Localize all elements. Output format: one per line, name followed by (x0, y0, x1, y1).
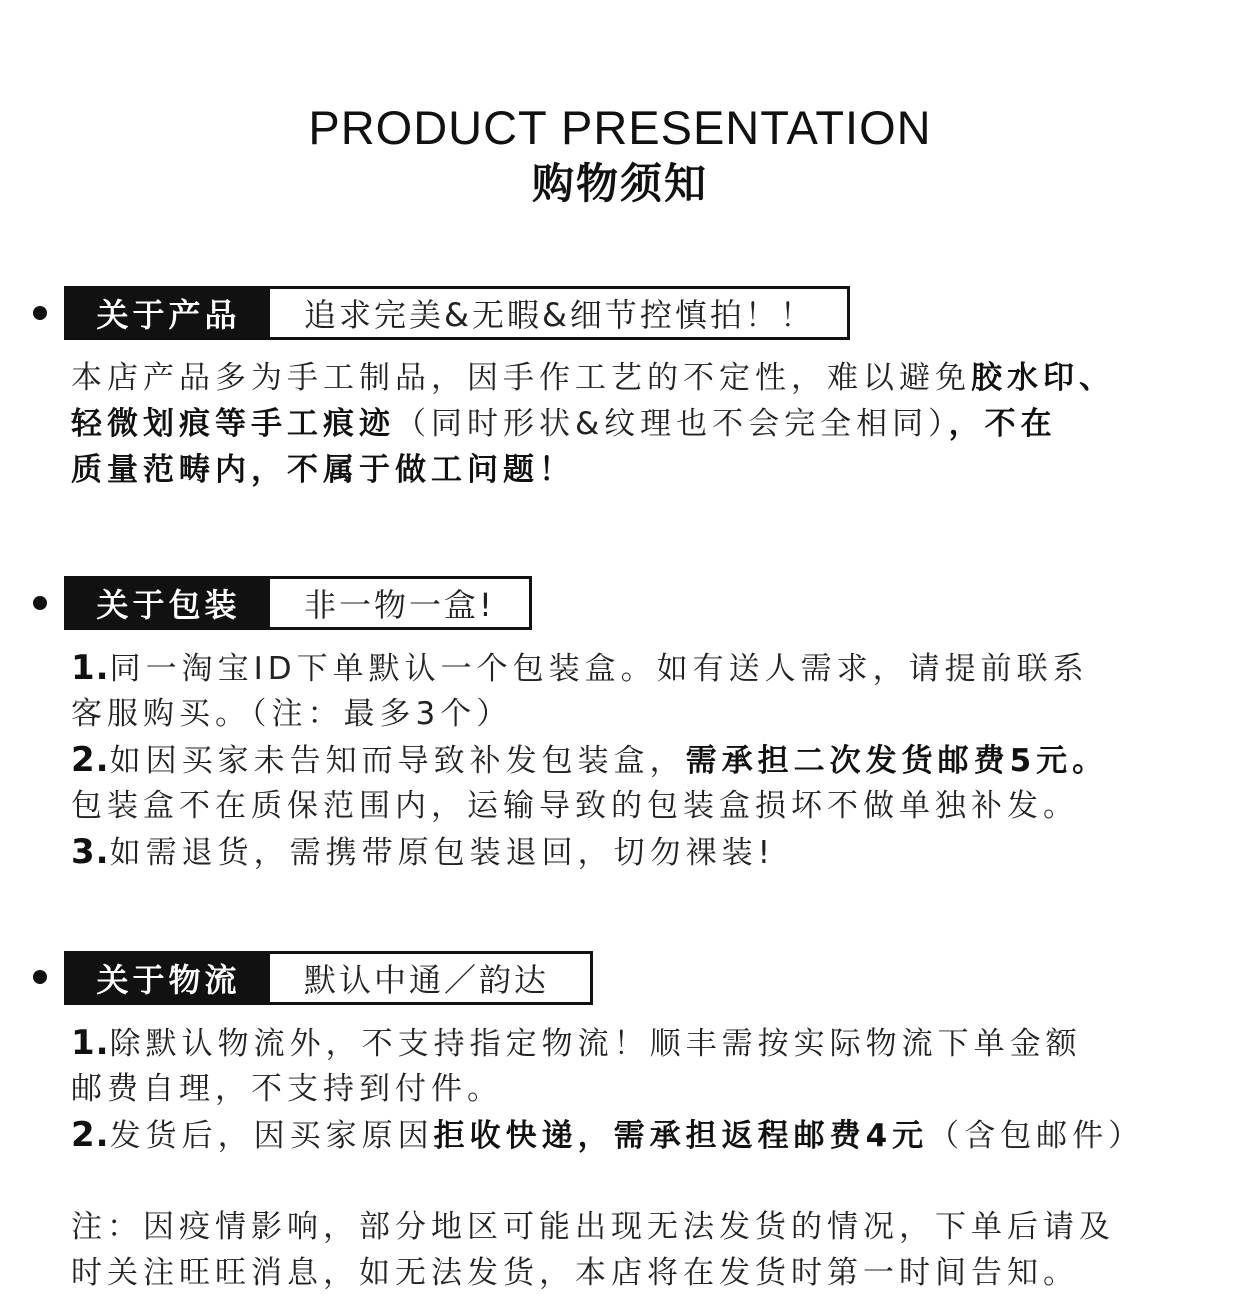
text-line (71, 645, 1221, 691)
text-span: 发货后，因买家原因 (109, 1118, 434, 1154)
section-body-logistics (71, 1020, 1221, 1158)
bold-text: 需承担二次发货邮费5元。 (685, 743, 1109, 779)
section-slogan: 追求完美&无暇&细节控慎拍！！ (304, 296, 815, 334)
text-line (71, 1066, 1221, 1112)
text-line (71, 355, 1221, 401)
item-number: 2. (71, 1115, 110, 1155)
text-span: （含包邮件） (928, 1118, 1145, 1154)
text-line (71, 447, 1221, 493)
bullet-dot (33, 970, 47, 984)
section-tag: 关于产品 (67, 289, 270, 337)
text-line (71, 691, 1221, 737)
text-line (71, 1020, 1221, 1066)
notice-text (71, 1204, 1221, 1296)
text-span: 如因买家未告知而导致补发包装盒， (109, 743, 686, 779)
text-span: 如需退货，需携带原包装退回，切勿裸装! (109, 835, 776, 871)
bold-text: 质量范畴内，不属于做工问题！ (71, 452, 575, 488)
item-number: 1. (71, 1023, 110, 1063)
text-span: 客服购买。（注：最多3个） (71, 696, 513, 732)
section-body-product (71, 355, 1221, 493)
bold-text: 胶水印、 (971, 360, 1115, 396)
text-line: 时关注旺旺消息，如无法发货，本店将在发货时第一时间告知。 (71, 1255, 1079, 1291)
text-span: （同时形状&纹理也不会完全相同） (395, 406, 949, 442)
text-line (71, 401, 1221, 447)
item-number: 1. (71, 648, 110, 688)
bullet-dot (33, 306, 47, 320)
page-title-en: PRODUCT PRESENTATION (308, 101, 932, 154)
text-span: 邮费自理，不支持到付件。 (71, 1071, 503, 1107)
section-label-packaging (64, 576, 532, 630)
bold-text: 拒收快递，需承担返程邮费4元 (433, 1118, 929, 1154)
section-body-packaging (71, 645, 1221, 875)
bold-text: ，不在 (948, 406, 1057, 442)
section-slogan: 默认中通／韵达 (304, 961, 550, 999)
text-span: 包装盒不在质保范围内，运输导致的包装盒损坏不做单独补发。 (71, 788, 1079, 824)
item-number: 2. (71, 740, 110, 780)
text-span: 同一淘宝ID下单默认一个包装盒。如有送人需求，请提前联系 (109, 651, 1089, 687)
text-line (71, 783, 1221, 829)
text-line (71, 737, 1221, 783)
bullet-dot (33, 596, 47, 610)
bold-text: 轻微划痕等手工痕迹 (71, 406, 395, 442)
page-title-zh: 购物须知 (531, 159, 708, 208)
text-line: 注：因疫情影响，部分地区可能出现无法发货的情况，下单后请及 (71, 1209, 1115, 1245)
section-tag: 关于包装 (67, 579, 270, 627)
text-span: 本店产品多为手工制品，因手作工艺的不定性，难以避免 (71, 360, 971, 396)
item-number: 3. (71, 832, 110, 872)
section-label-product (64, 286, 850, 340)
text-line (71, 829, 1221, 875)
section-tag: 关于物流 (67, 954, 270, 1002)
text-line (71, 1112, 1221, 1158)
section-label-logistics (64, 951, 593, 1005)
text-span: 除默认物流外，不支持指定物流！顺丰需按实际物流下单金额 (109, 1026, 1082, 1062)
section-slogan: 非一物一盒! (304, 586, 495, 624)
